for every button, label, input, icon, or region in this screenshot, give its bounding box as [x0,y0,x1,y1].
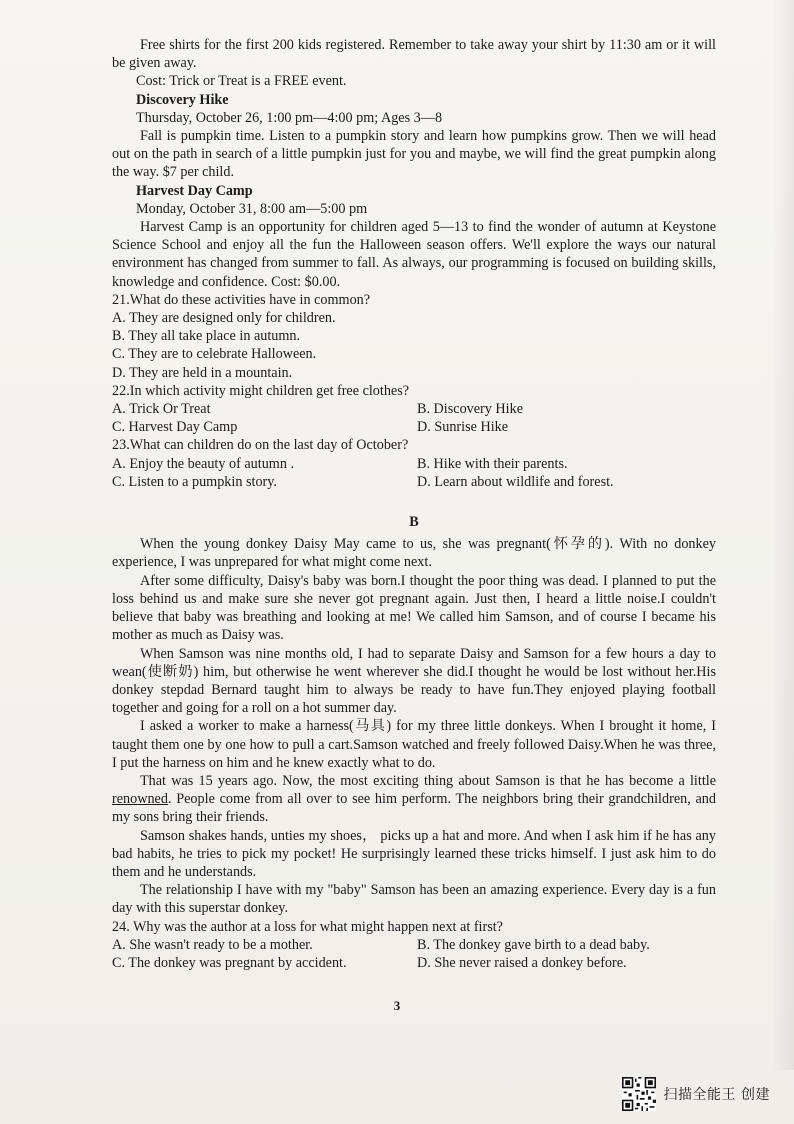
passage-paragraph-5 [112,772,716,827]
passage-text: That was 15 years ago. Now, the most exciting thing about Samson is that he has become a little [140,772,716,789]
registration-note: Free shirts for the first 200 kids registered. Remember to take away your shirt by 11:30 am or it will be given away. [112,37,716,72]
option-a: A. Trick Or Treat [112,401,211,418]
option-a: A. They are designed only for children. [112,310,336,327]
options-row [112,473,716,491]
page-number: 3 [393,998,401,1013]
option-b: B. They all take place in autumn. [112,328,301,345]
question-21 [112,291,716,382]
harvest-camp-description: Harvest Camp is an opportunity for children aged 5—13 to find the wonder of autumn at Keystone Science School and enjoy all the fun the Halloween season offers. We'll explore the ways our natural environment has changed from summer to fall. As always, our programming is focused on building skills, knowledge and confidence. Cost: $0.00. [112,219,716,290]
options-row [112,455,716,473]
options-row [112,936,716,954]
passage-text: . People come from all over to see him perform. The neighbors bring their grandchildren, and my sons bring their friends. [112,791,716,826]
option-d: D. She never raised a donkey before. [417,954,627,971]
scanner-footer [622,1077,770,1111]
option-c: C. Harvest Day Camp [112,419,238,436]
harvest-camp-time: Monday, October 31, 8:00 am—5:00 pm [136,200,368,217]
question-24 [112,918,716,973]
section-b-label: B [409,514,419,531]
passage-paragraph-1: When the young donkey Daisy May came to us, she was pregnant(怀孕的). With no donkey experience, I was unprepared for what might come next. [112,536,716,571]
options-row [112,400,716,418]
passage-paragraph-7: The relationship I have with my "baby" Samson has been an amazing experience. Every day is a fun day with this superstar donkey. [112,882,716,917]
option-a: A. She wasn't ready to be a mother. [112,936,313,953]
option-b: B. Hike with their parents. [417,455,568,472]
scanner-app-credit: 扫描全能王 创建 [663,1087,770,1103]
qr-code-icon [622,1077,656,1111]
underlined-word-renowned: renowned [112,791,168,808]
question-stem: 23.What can children do on the last day of October? [112,437,409,454]
option-a: A. Enjoy the beauty of autumn . [112,455,295,472]
passage-paragraph-3: When Samson was nine months old, I had to separate Daisy and Samson for a few hours a day to wean(使断奶) him, but otherwise he went wherever she did.I thought he would be lost without her.His donkey stepdad Bernard taught him to always be ready to have fun.They enjoyed playing football together and going for a roll on a hot summer day. [112,645,716,717]
harvest-camp-title: Harvest Day Camp [136,182,253,199]
discovery-hike-description: Fall is pumpkin time. Listen to a pumpkin story and learn how pumpkins grow. Then we will head out on the path in search of a little pumpkin just for you and maybe, we will find the great pumpkin along the way. $7 per child. [112,128,716,181]
page-content [112,36,716,972]
options-row [112,954,716,972]
trick-or-treat-cost: Cost: Trick or Treat is a FREE event. [136,73,347,90]
question-stem: 24. Why was the author at a loss for what might happen next at first? [112,918,503,935]
question-stem: 21.What do these activities have in common? [112,291,371,308]
question-stem: 22.In which activity might children get free clothes? [112,382,410,399]
passage-paragraph-6: Samson shakes hands, unties my shoes， picks up a hat and more. And when I ask him if he has any bad habits, he tries to pick my pocket! He surprisingly learned these tricks himself. I just ask him to do them and he understands. [112,827,716,880]
option-d: D. Learn about wildlife and forest. [417,473,614,490]
options-row [112,418,716,436]
question-23 [112,436,716,491]
discovery-hike-title: Discovery Hike [136,91,229,108]
passage-paragraph-2: After some difficulty, Daisy's baby was born.I thought the poor thing was dead. I planned to put the loss behind us and make sure she never got pregnant again. Just then, I heard a little noise.I couldn't believe that baby was breathing and looking at me! We called him Samson, and of course I became his mother as much as Daisy was. [112,572,716,644]
option-d: D. Sunrise Hike [417,419,509,436]
discovery-hike-time: Thursday, October 26, 1:00 pm—4:00 pm; Ages 3—8 [136,109,443,126]
question-22 [112,382,716,437]
page-edge-shadow [772,0,794,1070]
option-d: D. They are held in a mountain. [112,364,293,381]
option-b: B. Discovery Hike [417,401,523,418]
passage-paragraph-4: I asked a worker to make a harness(马具) for my three little donkeys. When I brought it home, I taught them one by one how to pull a cart.Samson watched and freely followed Daisy.When he was three, I put the harness on him and he knew exactly what to do. [112,718,716,771]
option-c: C. Listen to a pumpkin story. [112,473,277,490]
option-b: B. The donkey gave birth to a dead baby. [417,936,650,953]
option-c: C. The donkey was pregnant by accident. [112,954,347,971]
option-c: C. They are to celebrate Halloween. [112,346,317,363]
